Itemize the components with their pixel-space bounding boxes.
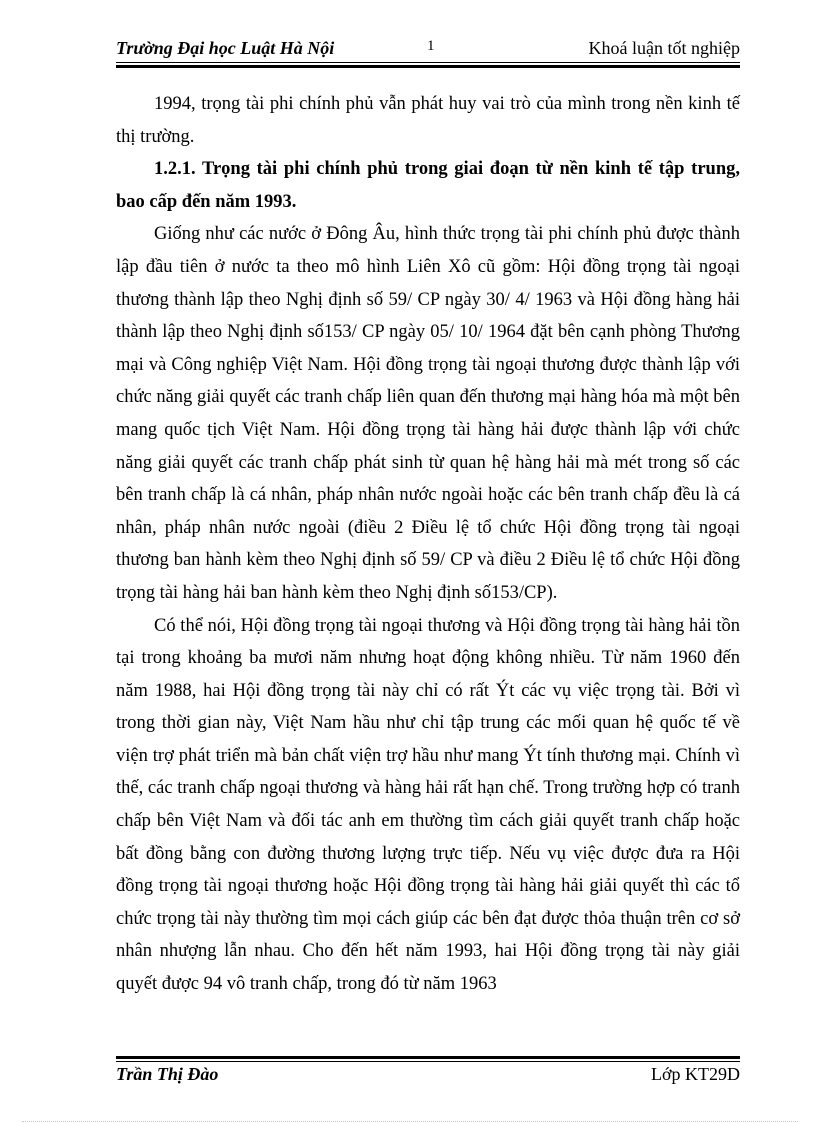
page-edge-divider — [22, 1121, 798, 1122]
header-page-number: 1 — [427, 38, 435, 54]
document-body — [116, 88, 740, 1001]
footer-rule — [116, 1056, 740, 1062]
header-rule — [116, 62, 740, 68]
footer-class: Lớp KT29D — [650, 1064, 740, 1084]
page-header — [116, 38, 740, 64]
intro-paragraph: 1994, trọng tài phi chính phủ vẫn phát huy vai trò của mình trong nền kinh tế thị trường. — [116, 94, 740, 147]
body-paragraph-2: Có thể nói, Hội đồng trọng tài ngoại thương và Hội đồng trọng tài hàng hải tồn tại trong khoảng ba mươi năm nhưng hoạt động không nhiều. Từ năm 1960 đến năm 1988, hai Hội đồng trọng tài này chỉ có rất Ýt các vụ việc trọng tài. Bởi vì trong thời gian này, Việt Nam hầu như chỉ tập trung các mối quan hệ quốc tế về viện trợ phát triển mà bản chất viện trợ hầu như mang Ýt tính thương mại. Chính vì thế, các tranh chấp ngoại thương và hàng hải rất hạn chế. Trong trường hợp có tranh chấp bên Việt Nam và đối tác anh em thường tìm cách giải quyết tranh chấp hoặc bất đồng bằng con đường thương lượng trực tiếp. Nếu vụ việc được đưa ra Hội đồng trọng tài ngoại thương hoặc Hội đồng trọng tài hàng hải giải quyết thì các tổ chức trọng tài này thường tìm mọi cách giúp các bên đạt được thỏa thuận trên cơ sở nhân nhượng lẫn nhau. Cho đến hết năm 1993, hai Hội đồng trọng tài này giải quyết được 94 vô tranh chấp, trong đó từ năm 1963 — [116, 615, 740, 995]
header-thesis-label: Khoá luận tốt nghiệp — [588, 38, 740, 58]
body-paragraph-1: Giống như các nước ở Đông Âu, hình thức trọng tài phi chính phủ được thành lập đầu tiên ở nước ta theo mô hình Liên Xô cũ gồm: Hội đồng trọng tài ngoại thương thành lập theo Nghị định số 59/ CP ngày 30/ 4/ 1963 và Hội đồng hàng hải thành lập theo Nghị định số153/ CP ngày 05/ 10/ 1964 đặt bên cạnh phòng Thương mại và Công nghiệp Việt Nam. Hội đồng trọng tài ngoại thương được thành lập với chức năng giải quyết các tranh chấp liên quan đến thương mại hàng hóa mà một bên mang quốc tịch Việt Nam. Hội đồng trọng tài hàng hải được thành lập với chức năng giải quyết các tranh chấp phát sinh từ quan hệ hàng hải mà mét trong số các bên tranh chấp là cá nhân, pháp nhân nước ngoài hoặc các bên tranh chấp đều là cá nhân, pháp nhân nước ngoài (điều 2 Điều lệ tổ chức Hội đồng trọng tài ngoại thương ban hành kèm theo Nghị định số 59/ CP và điều 2 Điều lệ tổ chức Hội đồng trọng tài hàng hải ban hành kèm theo Nghị định số153/CP). — [116, 224, 740, 603]
section-heading: 1.2.1. Trọng tài phi chính phủ trong giai đoạn từ nền kinh tế tập trung, bao cấp đến năm 1993. — [116, 159, 740, 212]
footer-author: Trần Thị Đào — [116, 1064, 219, 1084]
header-school-name: Trường Đại học Luật Hà Nội — [116, 38, 335, 58]
page-footer — [116, 1064, 740, 1090]
